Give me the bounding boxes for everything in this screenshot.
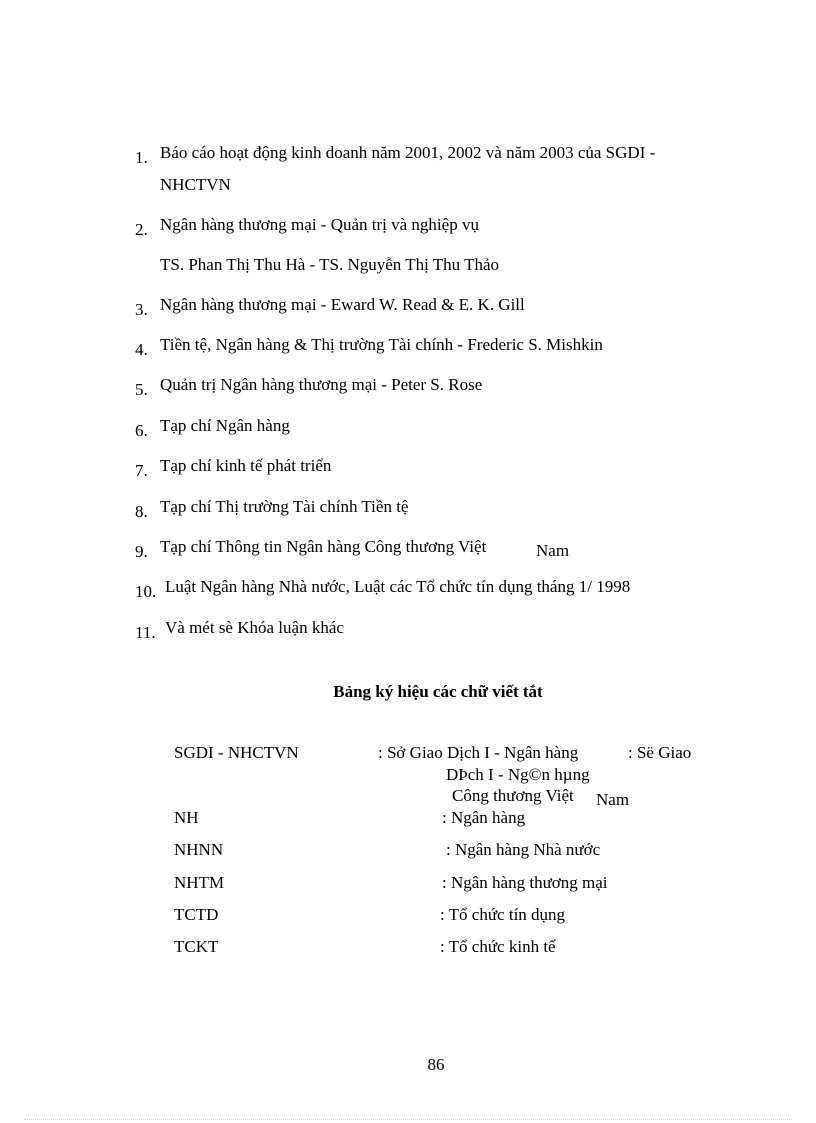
abbreviation-value-line2: DÞch I - Ng©n hµng (446, 765, 590, 784)
reference-number: 3. (135, 300, 148, 319)
reference-text: Và mét sè Khóa luận khác (165, 618, 344, 637)
reference-text: Quản trị Ngân hàng thương mại - Peter S. Rose (160, 375, 483, 394)
abbreviation-value-line3-tail: Nam (596, 790, 630, 809)
reference-text: Tạp chí kinh tế phát triển (160, 456, 332, 475)
abbreviation-key: NHTM (174, 873, 225, 892)
reference-number: 1. (135, 148, 148, 167)
reference-text: Ngân hàng thương mại - Quản trị và nghiệp vụ (160, 215, 479, 234)
reference-number: 6. (135, 421, 148, 440)
abbreviation-value-extra: : Së Giao (628, 743, 692, 762)
reference-text: Ngân hàng thương mại - Eward W. Read & E. K. Gill (160, 295, 525, 314)
reference-number: 9. (135, 542, 148, 561)
reference-text: Báo cáo hoạt động kinh doanh năm 2001, 2002 và năm 2003 của SGDI - (160, 143, 656, 162)
abbreviation-key: TCTD (174, 905, 219, 924)
abbreviation-value: : Tổ chức tín dụng (440, 905, 566, 924)
abbreviation-value: : Ngân hàng Nhà nước (446, 840, 601, 859)
reference-text: Tạp chí Ngân hàng (160, 416, 290, 435)
reference-number: 7. (135, 461, 148, 480)
reference-text: Luật Ngân hàng Nhà nước, Luật các Tổ chức tín dụng tháng 1/ 1998 (165, 577, 631, 596)
reference-number: 5. (135, 380, 148, 399)
reference-number: 11. (135, 623, 156, 642)
abbreviation-value: : Sở Giao Dịch I - Ngân hàng (378, 743, 579, 762)
abbreviation-key: TCKT (174, 937, 219, 956)
page-number: 86 (427, 1055, 445, 1074)
reference-text-tail: Nam (536, 541, 570, 560)
abbreviation-value: : Ngân hàng (442, 808, 526, 827)
abbreviation-key: SGDI - NHCTVN (174, 743, 299, 762)
page-bottom-divider (24, 1119, 792, 1120)
reference-text-continued: TS. Phan Thị Thu Hà - TS. Nguyễn Thị Thu Thảo (160, 255, 500, 274)
abbreviation-table-title: Bảng ký hiệu các chữ viết tắt (333, 682, 543, 701)
abbreviation-key: NHNN (174, 840, 224, 859)
reference-text: Tạp chí Thị trường Tài chính Tiền tệ (160, 497, 409, 516)
abbreviation-value-line3: Công thương Việt (452, 786, 574, 805)
reference-number: 4. (135, 340, 148, 359)
reference-text: Tạp chí Thông tin Ngân hàng Công thương Việt (160, 537, 487, 556)
abbreviation-key: NH (174, 808, 199, 827)
abbreviation-value: : Tổ chức kinh tế (440, 937, 556, 956)
abbreviation-value: : Ngân hàng thương mại (442, 873, 608, 892)
reference-number: 8. (135, 502, 148, 521)
reference-text: Tiền tệ, Ngân hàng & Thị trường Tài chính - Frederic S. Mishkin (160, 335, 603, 354)
reference-text-continued: NHCTVN (160, 175, 231, 194)
reference-number: 10. (135, 582, 157, 601)
reference-number: 2. (135, 220, 148, 239)
